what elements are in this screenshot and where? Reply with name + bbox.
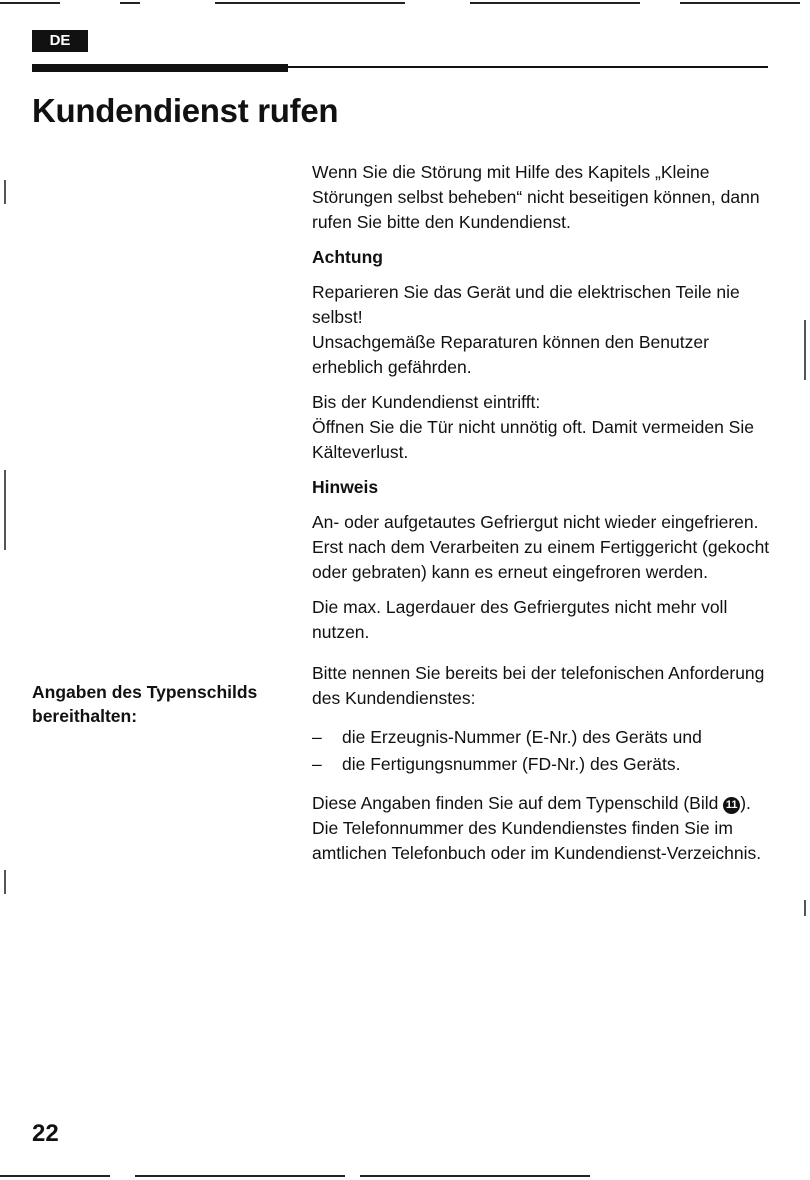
main-text-column [312, 160, 772, 876]
achtung-paragraph [312, 280, 772, 380]
page-number: 22 [32, 1120, 59, 1147]
scan-line-top [215, 2, 405, 4]
achtung-line-2: Unsachgemäße Reparaturen können den Benutzer erheblich gefährden. [312, 332, 709, 377]
wait-line-2: Öffnen Sie die Tür nicht unnötig oft. Damit vermeiden Sie Kälteverlust. [312, 417, 754, 462]
list-item [312, 725, 772, 750]
side-heading-typenschild: Angaben des Typenschilds bereithalten: [32, 682, 258, 726]
header-rule-thick [32, 64, 288, 72]
outro-before: Diese Angaben finden Sie auf dem Typenschild (Bild [312, 793, 724, 813]
figure-reference-badge: 11 [723, 797, 740, 814]
intro-paragraph: Wenn Sie die Störung mit Hilfe des Kapitels „Kleine Störungen selbst beheben“ nicht beseitigen können, dann rufen Sie bitte den Kundendienst. [312, 162, 760, 232]
scan-edge-mark [804, 320, 806, 380]
typenschild-intro: Bitte nennen Sie bereits bei der telefonischen Anforderung des Kundendienstes: [312, 663, 765, 708]
page-title: Kundendienst rufen [32, 92, 339, 129]
scan-edge-mark [804, 900, 806, 916]
typenschild-outro [312, 791, 772, 866]
scan-line-top [470, 2, 640, 4]
list-item-text: die Fertigungsnummer (FD-Nr.) des Geräts. [342, 754, 681, 774]
scan-line-bottom [360, 1175, 590, 1177]
scan-line-top [680, 2, 800, 4]
scan-line-top [0, 2, 60, 4]
list-dash: – [312, 727, 322, 747]
scan-edge-mark [4, 180, 6, 204]
scan-edge-mark [4, 870, 6, 894]
scan-line-bottom [135, 1175, 345, 1177]
wait-paragraph [312, 390, 772, 465]
header-rule-thin [288, 66, 768, 68]
achtung-line-1: Reparieren Sie das Gerät und die elektrischen Teile nie selbst! [312, 282, 740, 327]
scan-line-bottom [0, 1175, 110, 1177]
achtung-heading: Achtung [312, 247, 383, 267]
wait-line-1: Bis der Kundendienst eintrifft: [312, 392, 541, 412]
scan-edge-mark [4, 470, 6, 550]
hinweis-paragraph-2: Die max. Lagerdauer des Gefriergutes nicht mehr voll nutzen. [312, 597, 728, 642]
typenschild-list [312, 725, 772, 777]
list-dash: – [312, 754, 322, 774]
hinweis-heading: Hinweis [312, 477, 379, 497]
language-badge: DE [32, 30, 88, 52]
hinweis-paragraph-1: An- oder aufgetautes Gefriergut nicht wieder eingefrieren. Erst nach dem Verarbeiten zu einem Fertiggericht (gekocht oder gebraten) kann es erneut eingefroren werden. [312, 512, 770, 582]
outro-after: ). Die Telefonnummer des Kundendienstes finden Sie im amtlichen Telefonbuch oder im Kundendienst-Verzeichnis. [312, 793, 762, 863]
scan-line-top [120, 2, 140, 4]
list-item-text: die Erzeugnis-Nummer (E-Nr.) des Geräts und [342, 727, 702, 747]
list-item [312, 752, 772, 777]
